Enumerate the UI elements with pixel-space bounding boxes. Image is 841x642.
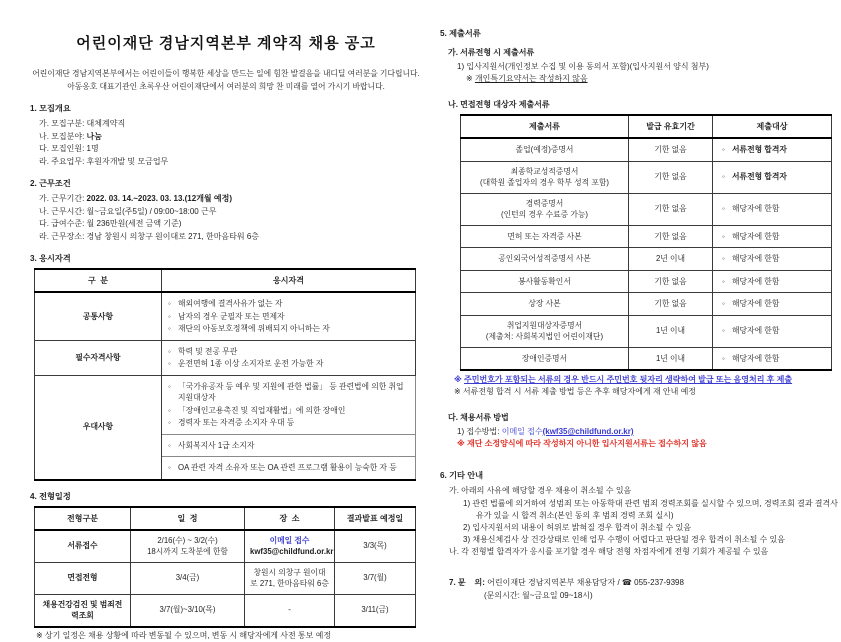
docs-name-cell: 봉사활동확인서 [461,270,629,293]
qual-row-preferred-1 [35,375,416,434]
docs-validity-cell: 기한 없음 [629,293,713,316]
qual-criteria-cell [162,340,416,375]
section-5-heading: 5. 제출서류 [440,28,839,39]
docs-target-cell [713,270,832,293]
contact-label: 7. 문 의: [449,578,485,587]
documents-table [460,114,832,371]
docs-target-text: ◦ 해당자에 한함 [721,231,826,243]
documents-sub-c-heading: 다. 채용서류 방법 [440,412,839,423]
work-item-label: 다. 급여수준: [39,219,84,228]
qual-row-common [35,292,416,340]
work-item-location [30,231,422,244]
qual-bullet: ◦ 「국가유공자 등 예우 및 지원에 관한 법률」 등 관련법에 의한 취업 지원대상자 [167,381,410,404]
sched-col-header-result: 결과발표 예정일 [335,507,416,530]
intro-line-1: 어린이재단 경남지역본부에서는 어린이들이 행복한 세상을 만드는 일에 힘찬 발걸음을 내디딜 여러분을 기다립니다. [32,69,420,78]
sched-date-cell: 3/7(월)~3/10(목) [131,594,245,627]
docs-row-transcript [461,161,832,193]
qual-bullet: ◦ 사회복지사 1급 소지자 [167,440,410,452]
qual-bullet: ◦ 운전면허 1종 이상 소지자로 운전 가능한 자 [167,358,410,370]
sched-date-line: 2/16(수) ~ 3/2(수) [136,535,239,547]
section-3-heading: 3. 응시자격 [30,253,422,264]
qual-bullet: ◦ 「장애인고용촉진 및 직업재활법」에 의한 장애인 [167,405,410,417]
section-documents [440,28,839,450]
qual-criteria-cell [162,375,416,434]
docs-validity-cell: 기한 없음 [629,138,713,161]
other-info-item-a3: 3) 채용신체검사 상 건강상태로 인해 업무 수행이 어렵다고 판단될 경우 합격이 취소될 수 있음 [440,534,839,546]
schedule-note: ※ 상기 일정은 채용 상황에 따라 변동될 수 있으며, 변동 시 해당자에게 사전 통보 예정 [30,630,422,642]
overview-item-value: 대체계약직 [87,119,126,128]
section-work-conditions [30,178,422,243]
documents-privacy-note [440,374,839,386]
documents-apply-method [440,426,839,438]
overview-item-value: 후원자개발 및 모금업무 [87,157,169,166]
work-item-hours [30,206,422,219]
docs-target-text: ◦ 해당자에 한함 [721,203,826,215]
docs-validity-cell: 기한 없음 [629,161,713,193]
phone-icon: ☎ [622,578,632,587]
sched-place-cell: 창원시 의창구 원이대로 271, 한마음타워 6층 [245,562,335,594]
section-schedule [30,491,422,642]
qual-col-header-criteria: 응시자격 [162,269,416,292]
sched-col-header-date: 일 정 [131,507,245,530]
overview-item-headcount [30,143,422,156]
docs-name-subline: (제출처: 사회복지법인 어린이재단) [466,331,623,343]
work-item-label: 가. 근무기간: [39,194,84,203]
section-2-heading: 2. 근무조건 [30,178,422,189]
schedule-row-health-check [35,594,416,627]
section-6-heading: 6. 기타 안내 [440,470,839,481]
docs-validity-cell: 기한 없음 [629,193,713,225]
docs-validity-cell: 2년 이내 [629,248,713,271]
sched-result-cell: 3/11(금) [335,594,416,627]
intro-line-2: 아동옹호 대표기관인 초록우산 어린이재단에서 여러분의 희망 찬 미래를 열어 가시기 바랍니다. [67,82,385,91]
other-info-item-a: 가. 아래의 사유에 해당할 경우 채용이 취소될 수 있음 [440,485,839,498]
qual-category-cell: 우대사항 [35,375,162,480]
docs-name-cell [461,315,629,347]
sched-col-header-place: 장 소 [245,507,335,530]
docs-validity-cell: 기한 없음 [629,270,713,293]
docs-target-cell [713,225,832,248]
intro-paragraph [30,67,422,93]
docs-row-award [461,293,832,316]
section-contact [440,576,839,602]
work-item-value: 경남 창원시 의창구 원이대로 271, 한마음타워 6층 [87,232,259,241]
qual-bullet: ◦ 재단의 아동보호정책에 위배되지 아니하는 자 [167,323,410,335]
contact-hours: (문의시간: 월~금요일 09~18시) [440,589,839,602]
documents-sub-b-heading: 나. 면접전형 대상자 제출서류 [440,99,839,110]
overview-item-duty [30,156,422,169]
qual-bullet: ◦ 남자의 경우 군필자 또는 면제자 [167,311,410,323]
docs-target-text: ◦ 해당자에 한함 [721,298,826,310]
sched-date-line: 18시까지 도착분에 한함 [136,546,239,558]
documents-header-row [461,115,832,138]
section-other-info [440,470,839,558]
sched-place-cell: - [245,594,335,627]
qualification-header-row [35,269,416,292]
overview-item-type [30,118,422,131]
work-item-label: 나. 근무시간: [39,207,84,216]
right-column [440,26,839,589]
sched-result-cell: 3/3(목) [335,530,416,563]
docs-target-cell [713,193,832,225]
schedule-header-row [35,507,416,530]
schedule-row-application [35,530,416,563]
documents-sub-a-note [440,73,839,85]
docs-target-cell [713,161,832,193]
contact-phone-number: 055-237-9398 [634,578,684,587]
docs-name-subline: (인턴의 경우 수료증 가능) [466,209,623,221]
other-info-item-b: 나. 각 전형별 합격자가 응시를 포기할 경우 해당 전형 차점자에게 전형 기회가 제공될 수 있음 [440,546,839,559]
email-address-link[interactable]: kwf35@childfund.or.kr [250,546,329,558]
contact-text: 어린이재단 경남지역본부 채용담당자 / [487,578,620,587]
docs-row-disability [461,347,832,370]
docs-name-cell: 졸업(예정)증명서 [461,138,629,161]
page-title: 어린이재단 경남지역본부 계약직 채용 공고 [30,32,422,53]
other-info-item-a2: 2) 입사지원서의 내용이 허위로 밝혀질 경우 합격이 취소될 수 있음 [440,522,839,534]
docs-col-header-target: 제출대상 [713,115,832,138]
docs-target-cell [713,138,832,161]
docs-target-text: ◦ 해당자에 한함 [721,325,826,337]
docs-row-career [461,193,832,225]
section-qualification [30,253,422,481]
docs-name-cell: 면허 또는 자격증 사본 [461,225,629,248]
docs-validity-cell: 기한 없음 [629,225,713,248]
docs-validity-cell: 1년 이내 [629,315,713,347]
sched-stage-cell: 면접전형 [35,562,131,594]
qual-bullet: ◦ 경력자 또는 자격증 소지자 우대 등 [167,417,410,429]
qual-bullet: ◦ 해외여행에 결격사유가 없는 자 [167,298,410,310]
docs-target-cell [713,315,832,347]
section-recruit-overview [30,103,422,168]
qual-criteria-cell [162,457,416,480]
sched-stage-cell: 서류접수 [35,530,131,563]
docs-target-text: ◦ 서류전형 합격자 [721,171,826,183]
qual-col-header-category: 구 분 [35,269,162,292]
work-item-value: 2022. 03. 14.~2023. 03. 13.(12개월 예정) [87,194,232,203]
work-item-salary [30,218,422,231]
docs-name-cell: 장애인증명서 [461,347,629,370]
email-address-link[interactable]: (kwf35@childfund.or.kr) [543,427,634,436]
overview-item-field [30,131,422,144]
work-item-value: 월~금요일(주5일) / 09:00~18:00 근무 [87,207,217,216]
email-apply-label: 이메일 접수 [502,427,543,436]
sched-place-cell [245,530,335,563]
docs-target-cell [713,248,832,271]
work-item-period [30,193,422,206]
documents-followup-note: ※ 서류전형 합격 시 서류 제출 방법 등은 추후 해당자에게 재 안내 예정 [440,386,839,398]
docs-target-text: ◦ 해당자에 한함 [721,353,826,365]
left-column [30,26,422,589]
note-marker: ※ [466,74,473,83]
docs-name-cell: 상장 사본 [461,293,629,316]
email-apply-label: 이메일 접수 [250,535,329,547]
overview-item-label: 가. 모집구분: [39,119,84,128]
work-item-label: 라. 근무장소: [39,232,84,241]
documents-sub-a-item: 1) 입사지원서(개인정보 수집 및 이용 동의서 포함)(입사지원서 양식 첨부) [440,61,839,73]
docs-target-cell [713,347,832,370]
qual-criteria-cell [162,434,416,457]
section-4-heading: 4. 전형일정 [30,491,422,502]
schedule-row-interview [35,562,416,594]
docs-validity-cell: 1년 이내 [629,347,713,370]
docs-name-subline: (대학원 졸업자의 경우 학부 성적 포함) [466,177,623,189]
sched-stage-cell: 채용건강검진 및 범죄전력조회 [35,594,131,627]
docs-name-line: 경력증명서 [466,198,623,210]
overview-item-label: 나. 모집분야: [39,132,84,141]
note-text-underlined: 주민번호가 포함되는 서류의 경우 반드시 주민번호 뒷자리 생략하여 발급 또는 음영처리 후 제출 [464,375,792,384]
documents-form-warning: ※ 재단 소정양식에 따라 작성하지 아니한 입사지원서류는 접수하지 않음 [440,438,839,450]
overview-item-value: 나눔 [87,132,102,141]
docs-name-line: 취업지원대상자증명서 [466,320,623,332]
docs-name-cell [461,193,629,225]
sched-result-cell: 3/7(월) [335,562,416,594]
qual-category-cell: 필수자격사항 [35,340,162,375]
overview-item-label: 다. 모집인원: [39,144,84,153]
work-item-value: 월 236만원(세전 금액 기준) [87,219,182,228]
note-text-underlined: 개인특기요약서는 작성하지 않음 [475,74,588,83]
contact-line [440,576,839,589]
schedule-table [34,506,416,628]
qual-row-required [35,340,416,375]
docs-target-cell [713,293,832,316]
docs-col-header-validity: 발급 유효기간 [629,115,713,138]
docs-name-line: 최종학교성적증명서 [466,166,623,178]
docs-col-header-name: 제출서류 [461,115,629,138]
docs-row-volunteer [461,270,832,293]
docs-target-text: ◦ 서류전형 합격자 [721,144,826,156]
sched-date-cell: 3/4(금) [131,562,245,594]
docs-name-cell: 공인외국어성적증명서 사본 [461,248,629,271]
note-marker: ※ [454,375,462,384]
apply-method-label: 1) 접수방법: [457,427,499,436]
sched-date-cell [131,530,245,563]
overview-item-value: 1명 [87,144,99,153]
other-info-item-a1: 1) 관련 법률에 의거하여 성범죄 또는 아동학대 관련 범죄 경력조회를 실시할 수 있으며, 경력조회 결과 결격사유가 있을 시 합격 취소(본인 동의 후 범죄 경력 조회 실시) [440,498,839,522]
docs-name-cell [461,161,629,193]
qualification-table [34,268,416,481]
section-1-heading: 1. 모집개요 [30,103,422,114]
qual-bullet: ◦ OA 관련 자격 소유자 또는 OA 관련 프로그램 활용이 능숙한 자 등 [167,462,410,474]
docs-target-text: ◦ 해당자에 한함 [721,276,826,288]
docs-row-language [461,248,832,271]
docs-row-employment-support [461,315,832,347]
docs-row-diploma [461,138,832,161]
docs-row-license [461,225,832,248]
overview-item-label: 라. 주요업무: [39,157,84,166]
qual-bullet: ◦ 학력 및 전공 무관 [167,346,410,358]
documents-sub-a-heading: 가. 서류전형 시 제출서류 [440,47,839,58]
qual-category-cell: 공통사항 [35,292,162,340]
qual-criteria-cell [162,292,416,340]
docs-target-text: ◦ 해당자에 한함 [721,253,826,265]
sched-col-header-stage: 전형구분 [35,507,131,530]
